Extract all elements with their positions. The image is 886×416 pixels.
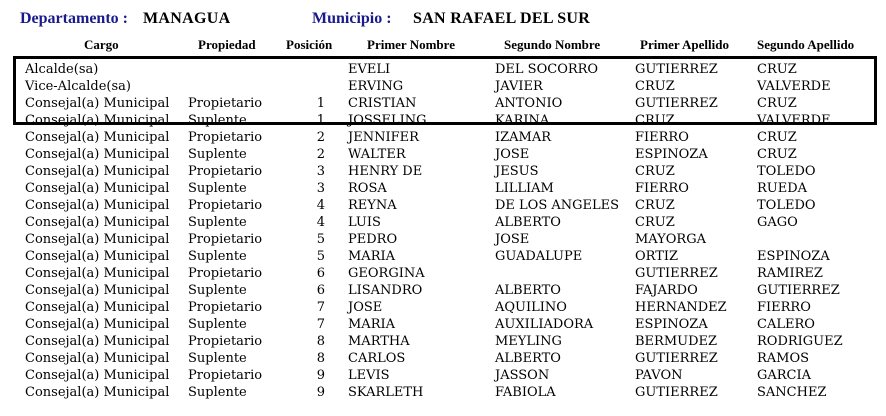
- table-row: [0, 248, 886, 265]
- cell-primer-apellido: CRUZ: [635, 215, 675, 230]
- cell-segundo-apellido: CRUZ: [757, 130, 797, 145]
- cell-primer-apellido: GUTIERREZ: [635, 351, 718, 366]
- table-row: [0, 265, 886, 282]
- table-row: [0, 61, 886, 78]
- cell-segundo-nombre: IZAMAR: [495, 130, 552, 145]
- cell-segundo-nombre: JASSON: [495, 368, 550, 383]
- cell-cargo: Consejal(a) Municipal: [25, 351, 170, 366]
- cell-propiedad: Propietario: [188, 96, 263, 111]
- cell-posicion: 4: [316, 215, 325, 230]
- cell-cargo: Consejal(a) Municipal: [25, 181, 170, 196]
- cell-primer-nombre: CARLOS: [348, 351, 406, 366]
- cell-segundo-apellido: CRUZ: [757, 62, 797, 77]
- cell-primer-nombre: MARTHA: [348, 334, 410, 349]
- cell-primer-apellido: CRUZ: [635, 198, 675, 213]
- cell-propiedad: Suplente: [188, 351, 247, 366]
- cell-primer-apellido: GUTIERREZ: [635, 96, 718, 111]
- cell-segundo-apellido: VALVERDE: [757, 79, 831, 94]
- cell-segundo-nombre: ALBERTO: [495, 351, 561, 366]
- cell-segundo-nombre: ALBERTO: [495, 215, 561, 230]
- cell-cargo: Vice-Alcalde(sa): [25, 79, 131, 94]
- cell-cargo: Consejal(a) Municipal: [25, 266, 170, 281]
- cell-primer-apellido: CRUZ: [635, 113, 675, 128]
- cell-cargo: Consejal(a) Municipal: [25, 334, 170, 349]
- cell-primer-nombre: CRISTIAN: [348, 96, 417, 111]
- cell-primer-apellido: CRUZ: [635, 164, 675, 179]
- cell-posicion: 3: [316, 164, 325, 179]
- cell-cargo: Consejal(a) Municipal: [25, 283, 170, 298]
- table-row: [0, 95, 886, 112]
- cell-segundo-nombre: ANTONIO: [495, 96, 563, 111]
- cell-propiedad: Suplente: [188, 181, 247, 196]
- cell-cargo: Consejal(a) Municipal: [25, 368, 170, 383]
- cell-cargo: Consejal(a) Municipal: [25, 130, 170, 145]
- col-segundo-apellido: Segundo Apellido: [757, 37, 855, 52]
- cell-cargo: Consejal(a) Municipal: [25, 385, 170, 400]
- cell-primer-nombre: ERVING: [348, 79, 404, 94]
- table-header: [0, 37, 886, 54]
- cell-primer-nombre: LUIS: [348, 215, 381, 230]
- cell-segundo-nombre: MEYLING: [495, 334, 562, 349]
- cell-segundo-apellido: VALVERDE: [757, 113, 831, 128]
- cell-propiedad: Suplente: [188, 147, 247, 162]
- col-cargo: Cargo: [84, 37, 119, 52]
- cell-cargo: Consejal(a) Municipal: [25, 249, 170, 264]
- cell-cargo: Alcalde(sa): [25, 62, 99, 77]
- cell-primer-nombre: SKARLETH: [348, 385, 424, 400]
- cell-posicion: 5: [316, 232, 325, 247]
- cell-posicion: 3: [316, 181, 325, 196]
- cell-cargo: Consejal(a) Municipal: [25, 113, 170, 128]
- cell-primer-apellido: GUTIERREZ: [635, 266, 718, 281]
- cell-segundo-apellido: RUEDA: [757, 181, 808, 196]
- cell-propiedad: Propietario: [188, 198, 263, 213]
- cell-segundo-apellido: CALERO: [757, 317, 815, 332]
- cell-segundo-nombre: GUADALUPE: [495, 249, 583, 264]
- departamento-value: MANAGUA: [143, 10, 231, 27]
- cell-segundo-nombre: JESUS: [495, 164, 539, 179]
- cell-segundo-nombre: FABIOLA: [495, 385, 556, 400]
- cell-cargo: Consejal(a) Municipal: [25, 198, 170, 213]
- cell-posicion: 8: [316, 351, 325, 366]
- table-row: [0, 146, 886, 163]
- cell-primer-apellido: MAYORGA: [635, 232, 706, 247]
- cell-segundo-apellido: ESPINOZA: [757, 249, 830, 264]
- cell-primer-apellido: HERNANDEZ: [635, 300, 727, 315]
- cell-cargo: Consejal(a) Municipal: [25, 96, 170, 111]
- cell-posicion: 7: [316, 317, 325, 332]
- cell-primer-nombre: LISANDRO: [348, 283, 423, 298]
- cell-segundo-apellido: CRUZ: [757, 96, 797, 111]
- cell-primer-apellido: ESPINOZA: [635, 317, 708, 332]
- cell-propiedad: Propietario: [188, 300, 263, 315]
- cell-primer-nombre: PEDRO: [348, 232, 398, 247]
- cell-primer-apellido: ORTIZ: [635, 249, 679, 264]
- cell-propiedad: Suplente: [188, 249, 247, 264]
- cell-posicion: 4: [316, 198, 325, 213]
- cell-segundo-apellido: SANCHEZ: [757, 385, 827, 400]
- cell-posicion: 8: [316, 334, 325, 349]
- cell-propiedad: Suplente: [188, 113, 247, 128]
- cell-propiedad: Suplente: [188, 317, 247, 332]
- table-row: [0, 384, 886, 401]
- cell-propiedad: Suplente: [188, 283, 247, 298]
- cell-primer-apellido: FIERRO: [635, 181, 689, 196]
- cell-segundo-nombre: AQUILINO: [495, 300, 567, 315]
- cell-segundo-nombre: JOSE: [495, 147, 530, 162]
- cell-cargo: Consejal(a) Municipal: [25, 164, 170, 179]
- cell-posicion: 9: [316, 385, 325, 400]
- cell-posicion: 7: [316, 300, 325, 315]
- cell-primer-nombre: GEORGINA: [348, 266, 425, 281]
- col-primer-apellido: Primer Apellido: [640, 37, 729, 52]
- cell-segundo-apellido: GUTIERREZ: [757, 283, 840, 298]
- cell-segundo-apellido: RAMOS: [757, 351, 810, 366]
- cell-segundo-nombre: JOSE: [495, 232, 530, 247]
- cell-primer-nombre: EVELI: [348, 62, 391, 77]
- table-row: [0, 214, 886, 231]
- cell-propiedad: Propietario: [188, 164, 263, 179]
- cell-segundo-nombre: AUXILIADORA: [495, 317, 594, 332]
- cell-propiedad: Propietario: [188, 334, 263, 349]
- table-row: [0, 350, 886, 367]
- table-row: [0, 163, 886, 180]
- cell-primer-apellido: BERMUDEZ: [635, 334, 718, 349]
- table-row: [0, 78, 886, 95]
- table-row: [0, 231, 886, 248]
- cell-primer-nombre: REYNA: [348, 198, 397, 213]
- table-row: [0, 367, 886, 384]
- cell-primer-apellido: CRUZ: [635, 79, 675, 94]
- cell-segundo-apellido: RODRIGUEZ: [757, 334, 843, 349]
- cell-segundo-nombre: DEL SOCORRO: [495, 62, 599, 77]
- cell-primer-nombre: LEVIS: [348, 368, 390, 383]
- cell-cargo: Consejal(a) Municipal: [25, 300, 170, 315]
- table-row: [0, 299, 886, 316]
- cell-segundo-apellido: TOLEDO: [757, 164, 816, 179]
- cell-posicion: 5: [316, 249, 325, 264]
- cell-primer-nombre: MARIA: [348, 317, 396, 332]
- cell-posicion: 6: [316, 283, 325, 298]
- results-table: [0, 61, 886, 401]
- cell-segundo-apellido: TOLEDO: [757, 198, 816, 213]
- cell-primer-apellido: PAVON: [635, 368, 683, 383]
- col-posicion: Posición: [286, 37, 333, 52]
- cell-primer-nombre: ROSA: [348, 181, 387, 196]
- cell-posicion: 9: [316, 368, 325, 383]
- cell-posicion: 1: [316, 96, 325, 111]
- cell-propiedad: Propietario: [188, 130, 263, 145]
- table-row: [0, 333, 886, 350]
- cell-cargo: Consejal(a) Municipal: [25, 215, 170, 230]
- cell-primer-apellido: ESPINOZA: [635, 147, 708, 162]
- cell-primer-nombre: JENNIFER: [348, 130, 419, 145]
- cell-segundo-apellido: RAMIREZ: [757, 266, 823, 281]
- cell-primer-nombre: WALTER: [348, 147, 406, 162]
- cell-segundo-apellido: FIERRO: [757, 300, 811, 315]
- cell-cargo: Consejal(a) Municipal: [25, 232, 170, 247]
- cell-segundo-nombre: KARINA: [495, 113, 550, 128]
- cell-segundo-nombre: DE LOS ANGELES: [495, 198, 620, 213]
- table-row: [0, 180, 886, 197]
- table-row: [0, 129, 886, 146]
- cell-primer-apellido: FIERRO: [635, 130, 689, 145]
- cell-segundo-apellido: GARCIA: [757, 368, 812, 383]
- cell-segundo-nombre: LILLIAM: [495, 181, 554, 196]
- col-propiedad: Propiedad: [198, 37, 256, 52]
- cell-primer-apellido: GUTIERREZ: [635, 385, 718, 400]
- cell-primer-apellido: GUTIERREZ: [635, 62, 718, 77]
- cell-posicion: 1: [316, 113, 325, 128]
- cell-segundo-nombre: JAVIER: [495, 79, 543, 94]
- cell-primer-nombre: JOSSELING: [348, 113, 427, 128]
- cell-propiedad: Propietario: [188, 266, 263, 281]
- municipio-value: SAN RAFAEL DEL SUR: [413, 10, 591, 27]
- cell-posicion: 2: [316, 130, 325, 145]
- cell-segundo-apellido: GAGO: [757, 215, 798, 230]
- cell-segundo-nombre: ALBERTO: [495, 283, 561, 298]
- cell-posicion: 2: [316, 147, 325, 162]
- cell-cargo: Consejal(a) Municipal: [25, 147, 170, 162]
- cell-segundo-apellido: CRUZ: [757, 147, 797, 162]
- table-row: [0, 316, 886, 333]
- cell-primer-nombre: MARIA: [348, 249, 396, 264]
- cell-propiedad: Suplente: [188, 385, 247, 400]
- cell-primer-apellido: FAJARDO: [635, 283, 698, 298]
- col-primer-nombre: Primer Nombre: [367, 37, 455, 52]
- cell-posicion: 6: [316, 266, 325, 281]
- cell-propiedad: Propietario: [188, 368, 263, 383]
- table-row: [0, 197, 886, 214]
- cell-primer-nombre: JOSE: [348, 300, 383, 315]
- table-row: [0, 112, 886, 129]
- cell-propiedad: Suplente: [188, 215, 247, 230]
- cell-primer-nombre: HENRY DE: [348, 164, 423, 179]
- cell-propiedad: Propietario: [188, 232, 263, 247]
- cell-cargo: Consejal(a) Municipal: [25, 317, 170, 332]
- col-segundo-nombre: Segundo Nombre: [504, 37, 601, 52]
- departamento-label: Departamento :: [20, 10, 128, 27]
- municipio-label: Municipio :: [312, 10, 392, 27]
- table-row: [0, 282, 886, 299]
